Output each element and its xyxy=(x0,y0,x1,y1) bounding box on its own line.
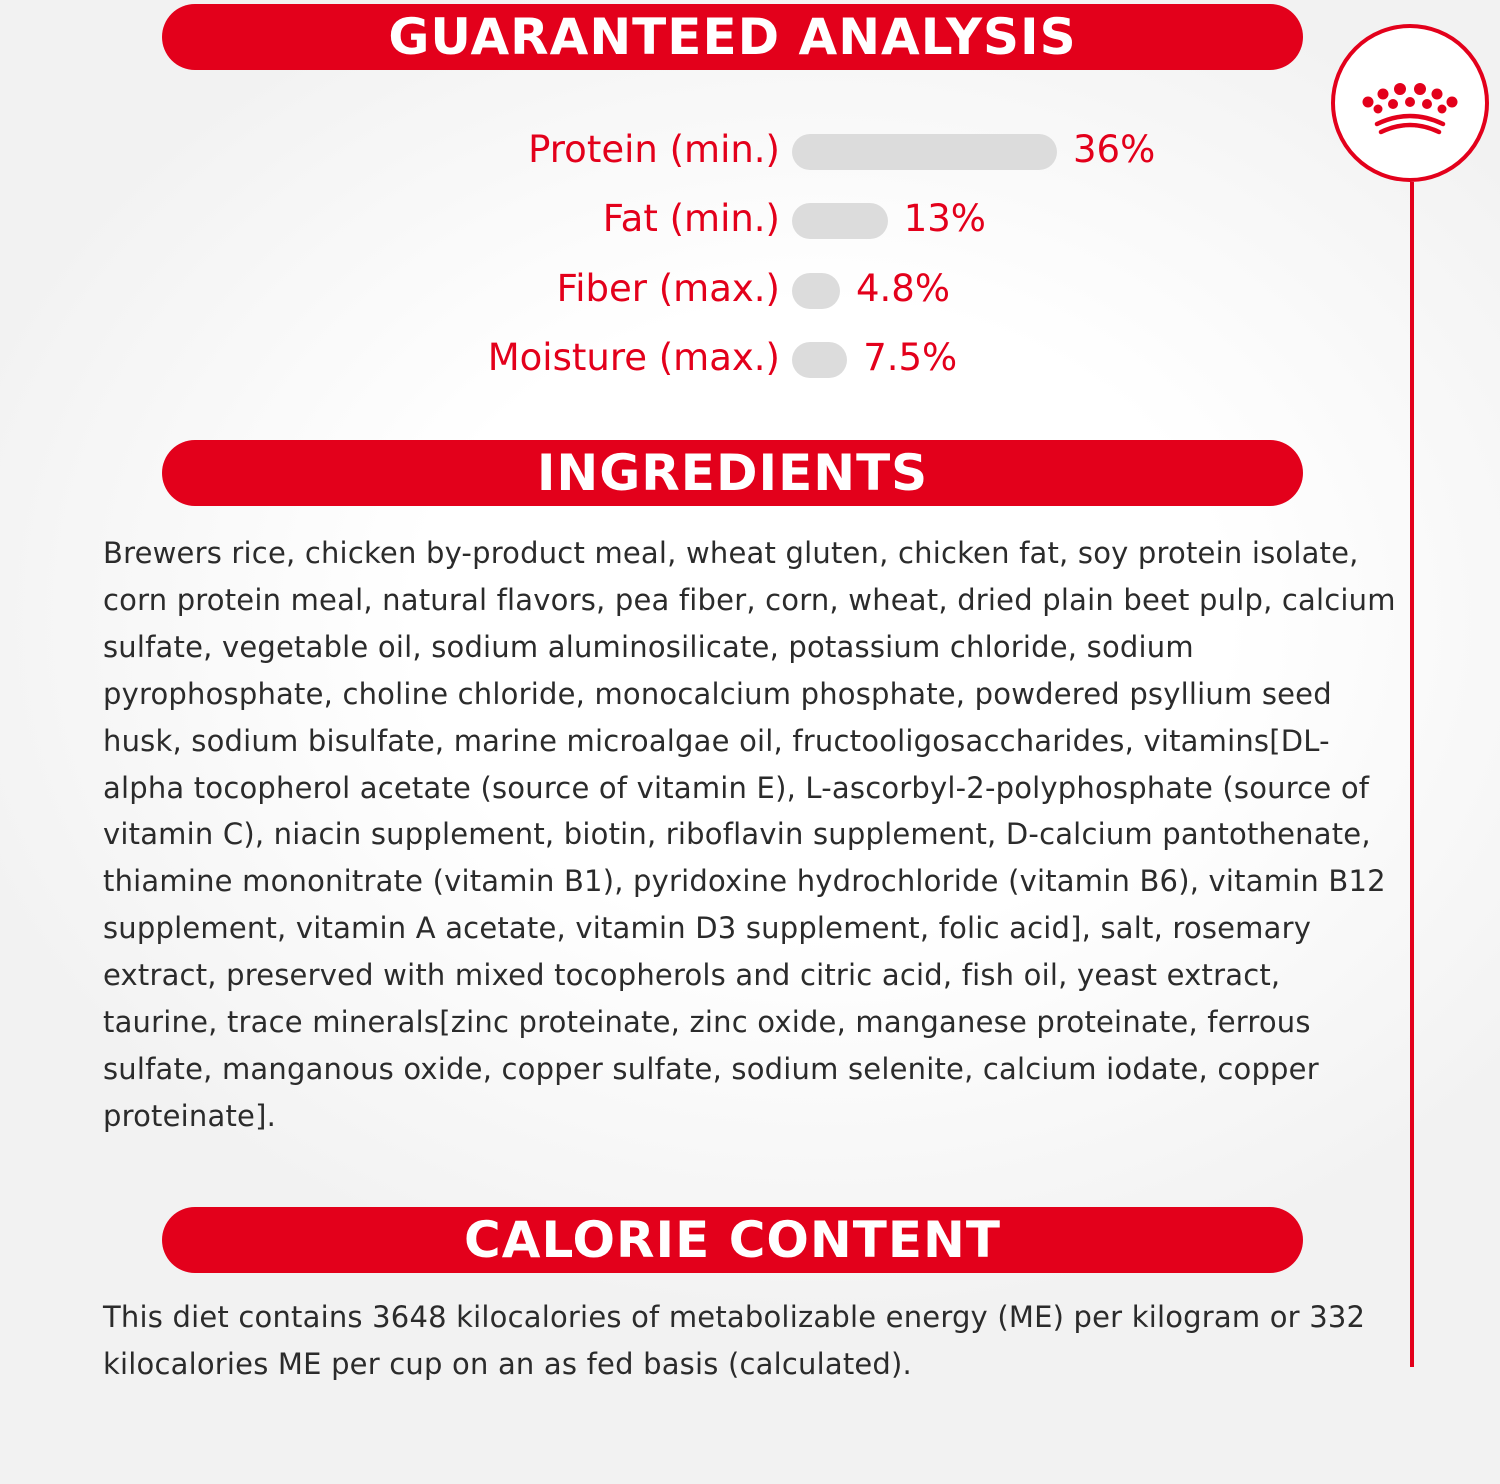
nutrient-row-fat xyxy=(0,189,1300,249)
nutrient-bar xyxy=(792,273,840,309)
nutrient-bar xyxy=(792,203,888,239)
brand-divider-line xyxy=(1410,182,1414,1367)
nutrient-value: 36% xyxy=(1073,128,1156,171)
nutrient-label: Moisture (max.) xyxy=(487,336,780,379)
nutrient-row-moisture xyxy=(0,328,1300,388)
nutrient-bar xyxy=(792,134,1057,170)
nutrient-value: 4.8% xyxy=(856,267,950,310)
ingredients-banner xyxy=(162,440,1303,506)
calorie-content-text: This diet contains 3648 kilocalories of metabolizable energy (ME) per kilogram or 332 kilocalories ME per cup on an as fed basis (calculated). xyxy=(103,1300,1366,1381)
nutrient-label: Fiber (max.) xyxy=(556,267,780,310)
guaranteed-analysis-banner xyxy=(162,4,1303,70)
crown-icon xyxy=(1335,28,1485,178)
nutrient-value: 7.5% xyxy=(863,336,958,379)
nutrient-row-fiber xyxy=(0,259,1300,319)
ingredients-title: INGREDIENTS xyxy=(536,444,929,502)
nutrient-label: Fat (min.) xyxy=(602,197,780,240)
nutrient-row-protein xyxy=(0,120,1300,180)
ingredients-text: Brewers rice, chicken by-product meal, wheat gluten, chicken fat, soy protein isolate, corn protein meal, natural flavors, pea fiber, corn, wheat, dried plain beet pulp, calcium sulfate, vegetable oil, sodium aluminosilicate, potassium chloride, sodium pyrophosphate, choline chloride, monocalcium phosphate, powdered psyllium seed husk, sodium bisulfate, marine microalgae oil, fructooligosaccharides, vitamins[DL-alpha tocopherol acetate (source of vitamin E), L-ascorbyl-2-polyphosphate (source of vitamin C), niacin supplement, biotin, riboflavin supplement, D-calcium pantothenate, thiamine mononitrate (vitamin B1), pyridoxine hydrochloride (vitamin B6), vitamin B12 supplement, vitamin A acetate, vitamin D3 supplement, folic acid], salt, rosemary extract, preserved with mixed tocopherols and citric acid, fish oil, yeast extract, taurine, trace minerals[zinc proteinate, zinc oxide, manganese proteinate, ferrous sulfate, manganous oxide, copper sulfate, sodium selenite, calcium iodate, copper proteinate]. xyxy=(103,536,1396,1133)
nutrient-bar xyxy=(792,342,847,378)
calorie-content-title: CALORIE CONTENT xyxy=(464,1211,1001,1269)
brand-logo xyxy=(1331,24,1489,182)
nutrient-label: Protein (min.) xyxy=(528,128,780,171)
guaranteed-analysis-title: GUARANTEED ANALYSIS xyxy=(388,8,1077,66)
calorie-content-banner xyxy=(162,1207,1303,1273)
nutrient-value: 13% xyxy=(903,197,986,240)
